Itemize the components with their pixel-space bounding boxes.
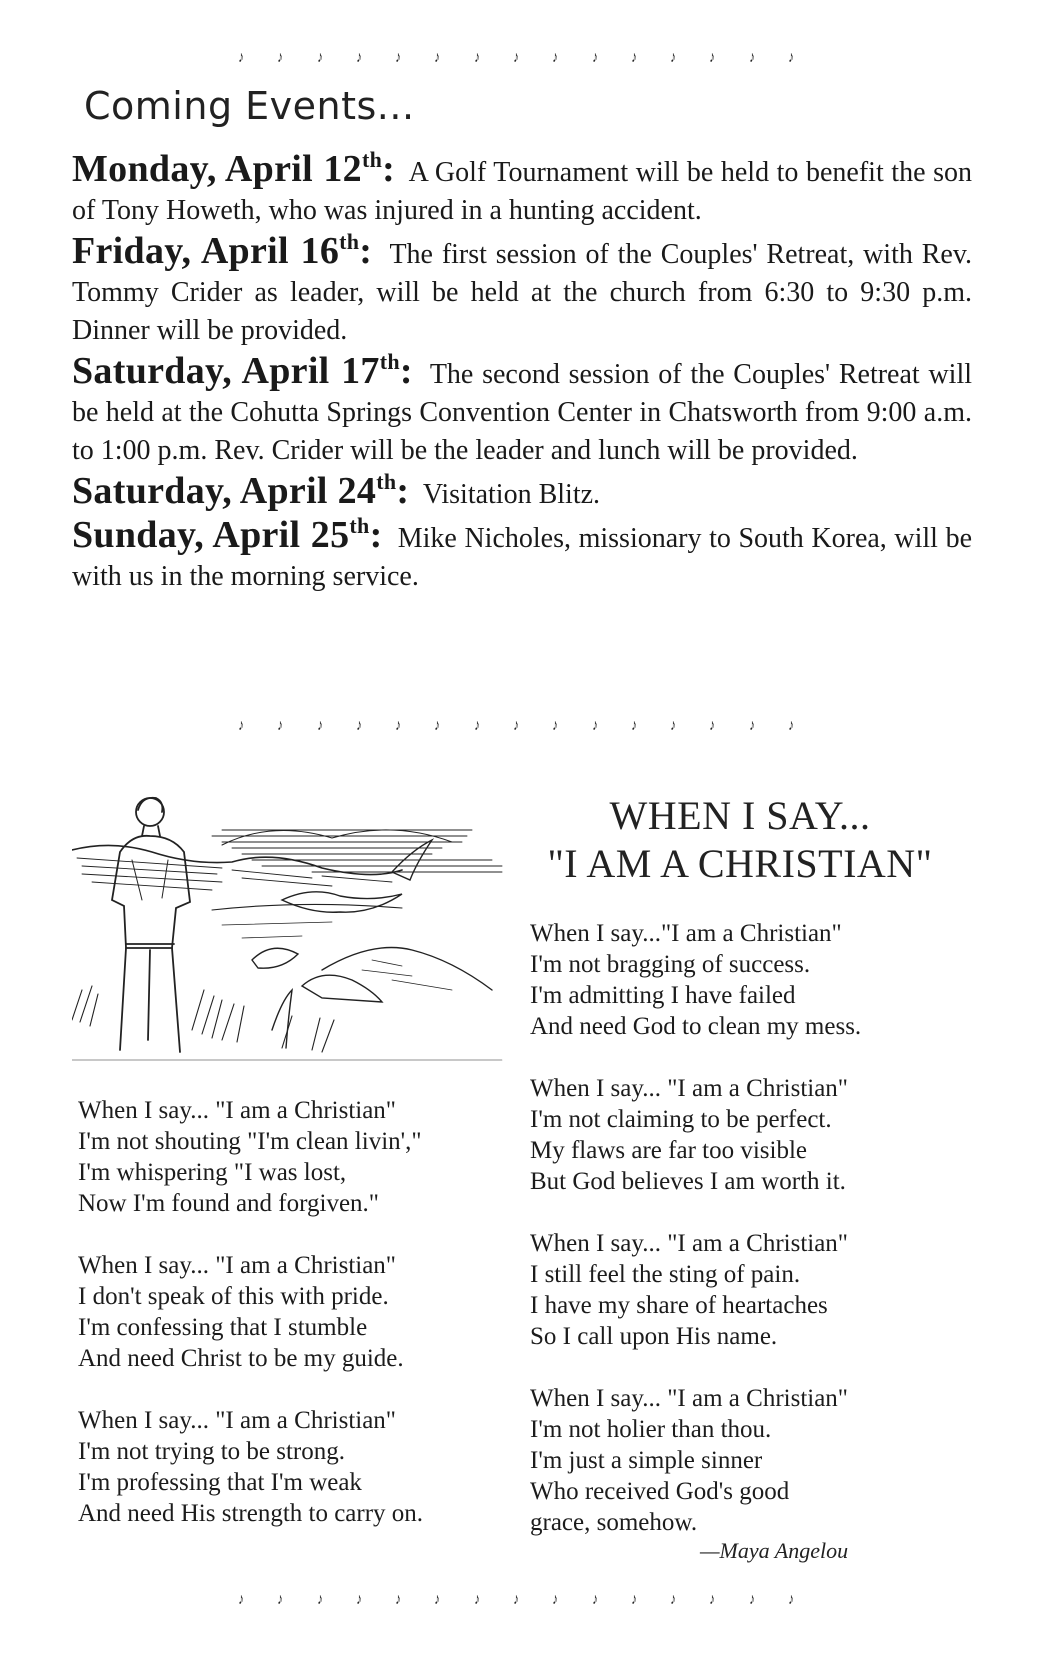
- poem-line: And need Christ to be my guide.: [78, 1345, 404, 1372]
- poem-line: I still feel the sting of pain.: [530, 1261, 801, 1288]
- poem-stanza: [78, 1250, 498, 1374]
- seagulls: [252, 840, 432, 1048]
- event-date: [72, 230, 372, 272]
- event-item: [72, 469, 972, 514]
- music-note-icon: ♪: [473, 49, 480, 66]
- poem-line: When I say... "I am a Christian": [530, 1230, 849, 1257]
- poem-line: I'm just a simple sinner: [530, 1447, 763, 1474]
- poem-line: When I say... "I am a Christian": [78, 1407, 397, 1434]
- music-note-icon: ♪: [473, 717, 480, 734]
- event-date-colon: :: [382, 148, 396, 190]
- poem-column-left: [78, 1095, 498, 1560]
- event-description: The second session of the Couples' Retreat will be held at the Cohutta Springs Convention Center in Chatsworth from 9:00 a.m. to 1:00 p.m. Rev. Crider will be the leader and lunch will be provided.: [72, 359, 973, 466]
- music-note-icon: ♪: [552, 49, 559, 66]
- event-date-colon: :: [369, 514, 383, 556]
- event-description: Visitation Blitz.: [422, 479, 601, 510]
- event-date-text: Sunday, April 25: [72, 514, 350, 556]
- music-note-icon: ♪: [513, 49, 519, 66]
- event-description: The first session of the Couples' Retreat, with Rev. Tommy Crider as leader, will be held at the church from 6:30 to 9:30 p.m. Dinner will be provided.: [72, 239, 972, 346]
- music-note-icon: ♪: [356, 717, 362, 734]
- music-note-icon: ♪: [552, 1591, 559, 1608]
- music-note-icon: ♪: [788, 717, 794, 734]
- poem-author: —Maya Angelou: [700, 1538, 849, 1563]
- music-note-icon: ♪: [395, 1591, 401, 1608]
- event-description: Mike Nicholes, missionary to South Korea, will be with us in the morning service.: [72, 523, 972, 592]
- event-date-text: Monday, April 12: [72, 148, 362, 190]
- music-note-icon: ♪: [631, 1591, 637, 1608]
- mountain-hatching: [77, 858, 392, 890]
- music-note-icon: ♪: [473, 1591, 480, 1608]
- poem-column-right: [530, 918, 950, 1569]
- music-note-icon: ♪: [434, 49, 441, 66]
- music-note-icon: ♪: [277, 49, 284, 66]
- music-note-divider-bottom: [236, 1592, 796, 1608]
- event-date-suffix: th: [379, 349, 400, 374]
- poem-line: I'm confessing that I stumble: [78, 1314, 368, 1341]
- man-figure: [112, 798, 190, 1052]
- event-date-suffix: th: [349, 513, 370, 538]
- music-note-icon: ♪: [552, 717, 559, 734]
- poem-line: I'm whispering "I was lost,: [78, 1159, 347, 1186]
- music-note-icon: ♪: [788, 1591, 794, 1608]
- music-note-icon: ♪: [434, 717, 441, 734]
- event-date-suffix: th: [339, 229, 360, 254]
- poem-line: When I say... "I am a Christian": [530, 1385, 849, 1412]
- music-note-icon: ♪: [709, 49, 716, 66]
- music-note-icon: ♪: [316, 49, 323, 66]
- event-date: [72, 470, 409, 512]
- poem-line: And need His strength to carry on.: [78, 1500, 424, 1527]
- poem-title-line-2: "I AM A CHRISTIAN": [547, 841, 933, 886]
- music-note-icon: ♪: [238, 717, 244, 734]
- music-note-icon: ♪: [670, 717, 676, 734]
- music-note-icon: ♪: [670, 49, 676, 66]
- music-note-icon: ♪: [591, 49, 598, 66]
- event-description: A Golf Tournament will be held to benefit the son of Tony Howeth, who was injured in a hunting accident.: [72, 157, 972, 226]
- music-note-icon: ♪: [513, 717, 519, 734]
- coming-events-heading: Coming Events...: [84, 84, 415, 128]
- event-date-colon: :: [359, 230, 373, 272]
- music-note-icon: ♪: [238, 49, 244, 66]
- music-note-icon: ♪: [748, 1591, 755, 1608]
- poem-line: I'm not claiming to be perfect.: [530, 1106, 832, 1133]
- music-note-icon: ♪: [238, 1591, 244, 1608]
- event-date-colon: :: [399, 350, 413, 392]
- poem-line: I'm admitting I have failed: [530, 982, 796, 1009]
- event-item: [72, 349, 973, 470]
- man-overlooking-lake-illustration: [72, 790, 504, 1090]
- music-note-icon: ♪: [631, 49, 637, 66]
- music-note-icon: ♪: [788, 49, 794, 66]
- poem-line: When I say... "I am a Christian": [530, 1075, 849, 1102]
- poem-stanza: [530, 1073, 950, 1197]
- poem-title-line-1: WHEN I SAY...: [609, 793, 871, 838]
- poem-line: grace, somehow.: [530, 1509, 698, 1536]
- poem-line: I'm professing that I'm weak: [78, 1469, 362, 1496]
- event-date-suffix: th: [376, 469, 397, 494]
- music-note-icon: ♪: [748, 49, 755, 66]
- music-note-icon: ♪: [591, 717, 598, 734]
- music-note-icon: ♪: [709, 717, 716, 734]
- poem-line: I'm not shouting "I'm clean livin',": [78, 1128, 422, 1155]
- event-item: [72, 229, 972, 350]
- event-date-text: Saturday, April 17: [72, 350, 380, 392]
- event-date-text: Friday, April 16: [72, 230, 340, 272]
- music-note-icon: ♪: [748, 717, 755, 734]
- music-note-icon: ♪: [434, 1591, 441, 1608]
- poem-line: So I call upon His name.: [530, 1323, 778, 1350]
- poem-line: My flaws are far too visible: [530, 1137, 808, 1164]
- music-note-icon: ♪: [631, 717, 637, 734]
- cloud-shape: [222, 830, 452, 845]
- poem-line: I don't speak of this with pride.: [78, 1283, 389, 1310]
- music-note-icon: ♪: [670, 1591, 676, 1608]
- music-note-icon: ♪: [277, 1591, 284, 1608]
- poem-stanza: [78, 1095, 498, 1219]
- music-note-icon: ♪: [395, 49, 401, 66]
- sky-hatching: [212, 830, 502, 872]
- music-note-icon: ♪: [277, 717, 284, 734]
- poem-line: I'm not bragging of success.: [530, 951, 811, 978]
- poem-line: And need God to clean my mess.: [530, 1013, 862, 1040]
- event-date: [72, 350, 413, 392]
- poem-line: When I say..."I am a Christian": [530, 920, 842, 947]
- event-item: [72, 147, 972, 230]
- poem-stanza: [530, 1383, 950, 1538]
- poem-title: [490, 792, 990, 888]
- event-date: [72, 514, 383, 556]
- events-list: [72, 147, 973, 598]
- music-note-icon: ♪: [591, 1591, 598, 1608]
- music-note-icon: ♪: [356, 49, 362, 66]
- event-date-colon: :: [396, 470, 410, 512]
- music-note-divider-top: [236, 50, 796, 66]
- poem-line: When I say... "I am a Christian": [78, 1097, 397, 1124]
- music-note-icon: ♪: [709, 1591, 716, 1608]
- music-note-divider-middle: [236, 718, 796, 734]
- music-note-icon: ♪: [356, 1591, 362, 1608]
- music-note-icon: ♪: [316, 717, 323, 734]
- foreground-hill: [322, 948, 492, 991]
- music-note-icon: ♪: [316, 1591, 323, 1608]
- poem-stanza: [78, 1405, 498, 1529]
- event-date-text: Saturday, April 24: [72, 470, 377, 512]
- event-date: [72, 148, 395, 190]
- poem-line: But God believes I am worth it.: [530, 1168, 846, 1195]
- poem-line: When I say... "I am a Christian": [78, 1252, 397, 1279]
- poem-line: I'm not trying to be strong.: [78, 1438, 345, 1465]
- music-note-icon: ♪: [395, 717, 401, 734]
- poem-line: Now I'm found and forgiven.": [78, 1190, 380, 1217]
- poem-stanza: [530, 1228, 950, 1352]
- music-note-icon: ♪: [513, 1591, 519, 1608]
- poem-line: Who received God's good: [530, 1478, 790, 1505]
- poem-line: I have my share of heartaches: [530, 1292, 828, 1319]
- event-item: [72, 513, 972, 596]
- event-date-suffix: th: [361, 147, 383, 172]
- poem-line: I'm not holier than thou.: [530, 1416, 772, 1443]
- poem-stanza: [530, 918, 950, 1042]
